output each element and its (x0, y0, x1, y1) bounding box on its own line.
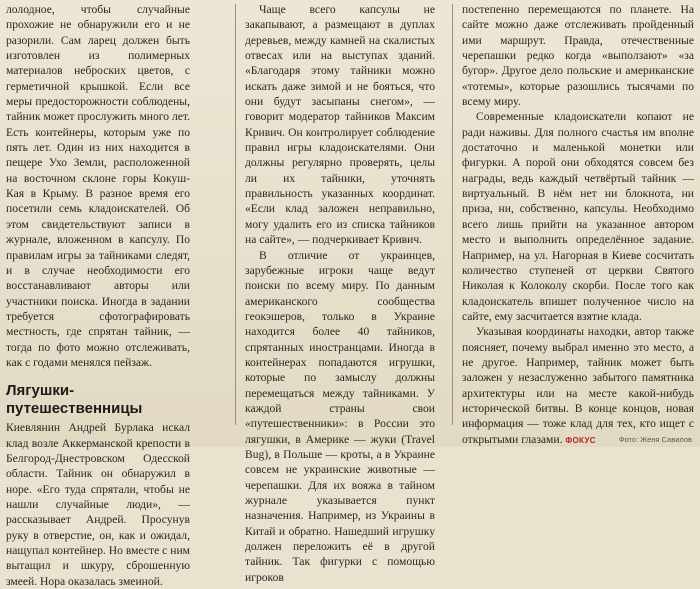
publication-signature: ФОКУС (565, 435, 596, 445)
paragraph: В отличие от украинцев, зарубежные игроки чаще ведут поиски по всему миру. По данным американского сообщества геокэшеров, только в Украине находится более 40 тайников, спрятанных иностранцами. Иногда в контейнерах попадаются игрушки, которые по замыслу должны перемещаться между тайниками. У каждой страны свои «путешественники»: в России это лягушки, в Америке — жуки (Travel Bug), в Польше — кроты, а в Украине совсем не украинские животные — черепашки. Для их вояжа в тайном журнале указывается пункт назначения. Например, из Украины в Китай и обратно. Нашедший игрушку должен переложить её в другой тайник. Так фигурки с помощью игроков (245, 248, 435, 584)
paragraph: Киевлянин Андрей Бурлака искал клад возле Аккерманской крепости в Белгород-Днестровском Одесской области. Тайник он обнаружил в норе. «Его туда спрятали, чтобы не нашли случайные люди», — рассказывает Андрей. Просунув руку в отверстие, он, как и ожидал, нащупал контейнер. Но вместе с ним вытащил и шкуру, сброшенную змеей. Нора оказалась змеиной. (6, 421, 190, 588)
paragraph: Современные кладоискатели копают не ради наживы. Для полного счастья им вполне достаточно и маленькой монетки или фигурки. А порой они обходятся совсем без награды, ведь каждый четвёртый тайник — виртуальный. В нём нет ни блокнота, ни приза, ни, собственно, капсулы. Необходимо всего лишь прийти на указанное автором место и выполнить определённое задание. Например, на ул. Нагорная в Киеве сосчитать количество ступеней от церкви Святого Николая к Колоколу скорби. После того как кладоискатель впишет полученное число на сайте, ему засчитается взятие клада. (462, 110, 694, 323)
photo-credit: Фото: Женя Савилов (618, 435, 692, 444)
article-column-3 (462, 2, 694, 448)
paragraph (462, 324, 694, 448)
column-divider (235, 4, 236, 425)
article-column-2 (245, 2, 435, 585)
paragraph: постепенно перемещаются по планете. На сайте можно даже отслеживать пройденный ими маршрут. Правда, отечественные черепашки редко когда «выползают» «за бугор». Другое дело польские и американские «тотемы», которые разошлись тысячами по всему миру. (462, 3, 694, 109)
article-column-1 (6, 2, 190, 589)
column-divider (452, 4, 453, 425)
paragraph-text: Указывая координаты находки, автор также поясняет, почему выбрал именно это место, а не другое. Например, тайник может быть заложен у незаслуженно забытого памятника архитектуры или на месте какой-нибудь исторической битвы. В конце концов, новая информация — тоже клад для тех, кто ищет с открытыми глазами. (462, 325, 694, 446)
section-subheading: Лягушки-путешественницы (6, 382, 143, 418)
paragraph: лолодное, чтобы случайные прохожие не обнаружили его и не разорили. Сам ларец должен быть изготовлен из полимерных материалов неброских цветов, с герметичной крышкой. Если все меры предосторожности соблюдены, тайник может прослужить много лет. Есть контейнеры, которым уже по пять лет. Один из них находится в пещере Ухо Земли, расположенной на восточном склоне горы Кокуш-Кая в Крыму. В разное время его посетили семь кладоискателей. Об этом свидетельствуют записи в журнале, вложенном в капсулу. По правилам игры за тайниками следят, и в случае необходимости его восстанавливают авторы или участники поиска. Иногда в задании требуется сфотографировать местность, где спрятан тайник, — тогда по фото можно отслеживать, как с годами менялся пейзаж. (6, 3, 190, 369)
paragraph: Чаще всего капсулы не закапывают, а размещают в дуплах деревьев, между камней на скалистых отвесах или на выступах зданий. «Благодаря этому тайники можно искать даже зимой и не бояться, что они будут засыпаны снегом», — говорит модератор тайников Максим Кривич. Он контролирует соблюдение правил игры кладоискателями. Они должны регулярно проверять, целы ли их тайники, уточнять правильность указанных координат. «Если клад заложен неправильно, могу удалить его из списка тайников на сайте», — подчеркивает Кривич. (245, 3, 435, 247)
